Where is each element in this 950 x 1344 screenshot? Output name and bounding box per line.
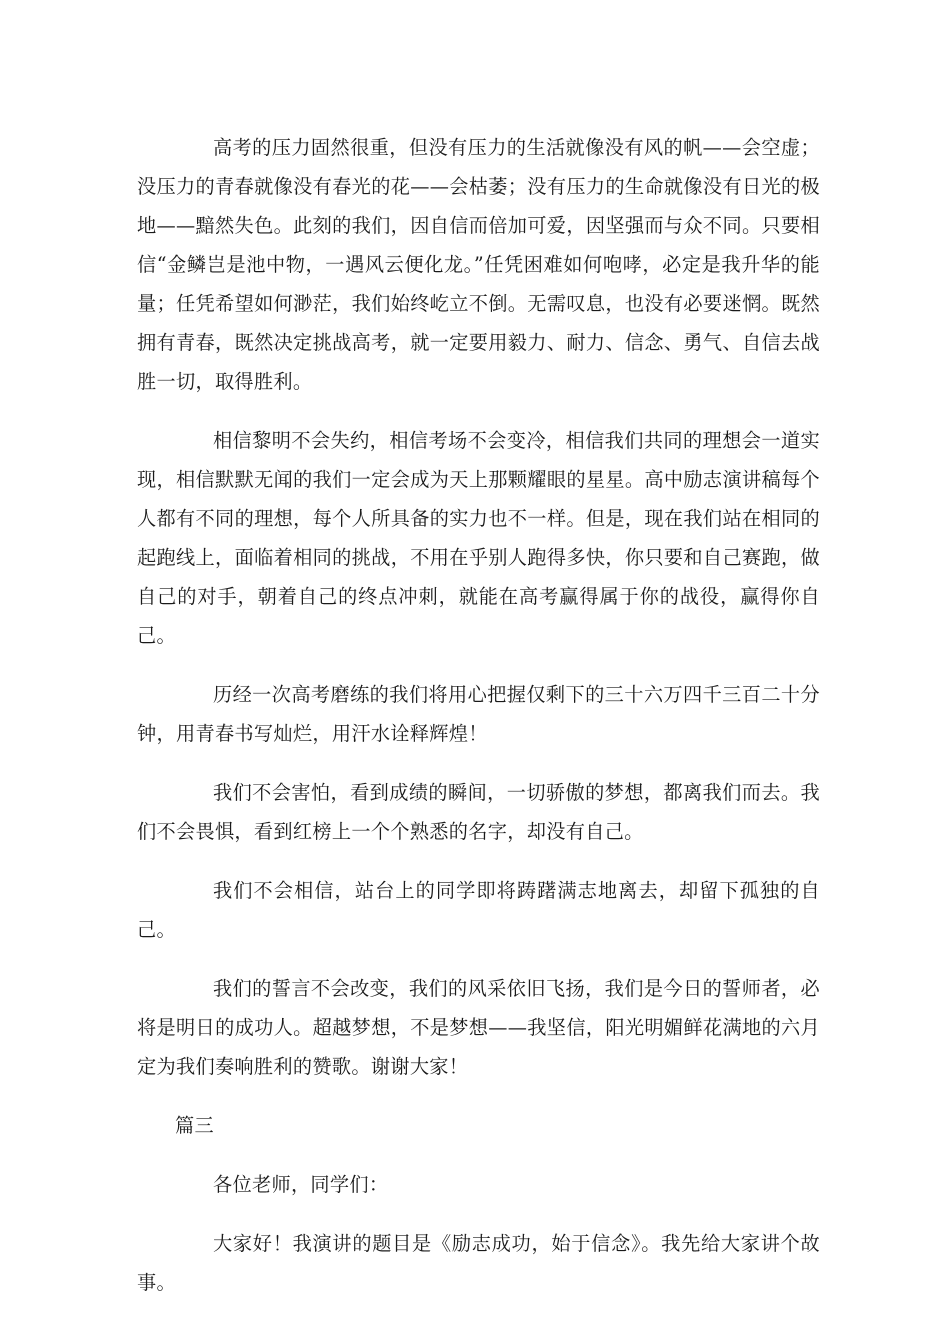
paragraph-not-afraid: 我们不会害怕，看到成绩的瞬间，一切骄傲的梦想，都离我们而去。我们不会畏惧，看到红榜上一个个熟悉的名字，却没有自己。	[137, 781, 820, 843]
paragraph-not-believe: 我们不会相信，站台上的同学即将踌躇满志地离去，却留下孤独的自己。	[137, 879, 820, 941]
salutation: 各位老师，同学们：	[213, 1173, 389, 1196]
document-page	[137, 128, 820, 1322]
paragraph-believe-dawn: 相信黎明不会失约，相信考场不会变冷，相信我们共同的理想会一道实现，相信默默无闻的我们一定会成为天上那颗耀眼的星星。高中励志演讲稿每个人都有不同的理想，每个人所具备的实力也不一样。但是，现在我们站在相同的起跑线上，面临着相同的挑战，不用在乎别人跑得多快，你只要和自己赛跑，做自己的对手，朝着自己的终点冲刺，就能在高考赢得属于你的战役，赢得你自己。	[137, 429, 820, 647]
paragraph-pressure: 高考的压力固然很重，但没有压力的生活就像没有风的帆——会空虚；没压力的青春就像没有春光的花——会枯萎；没有压力的生命就像没有日光的极地——黯然失色。此刻的我们，因自信而倍加可爱，因坚强而与众不同。只要相信“金鳞岂是池中物，一遇风云便化龙。”任凭困难如何咆哮，必定是我升华的能量；任凭希望如何渺茫，我们始终屹立不倒。无需叹息，也没有必要迷惘。既然拥有青春，既然决定挑战高考，就一定要用毅力、耐力、信念、勇气、自信去战胜一切，取得胜利。	[137, 136, 820, 393]
paragraph-opening: 大家好！我演讲的题目是《励志成功，始于信念》。我先给大家讲个故事。	[137, 1232, 820, 1294]
paragraph-oath: 我们的誓言不会改变，我们的风采依旧飞扬，我们是今日的誓师者，必将是明日的成功人。超越梦想，不是梦想——我坚信，阳光明媚鲜花满地的六月定为我们奏响胜利的赞歌。谢谢大家！	[137, 977, 820, 1078]
paragraph-countdown: 历经一次高考磨练的我们将用心把握仅剩下的三十六万四千三百二十分钟，用青春书写灿烂，用汗水诠释辉煌！	[137, 683, 820, 745]
section-heading: 篇三	[175, 1114, 214, 1137]
